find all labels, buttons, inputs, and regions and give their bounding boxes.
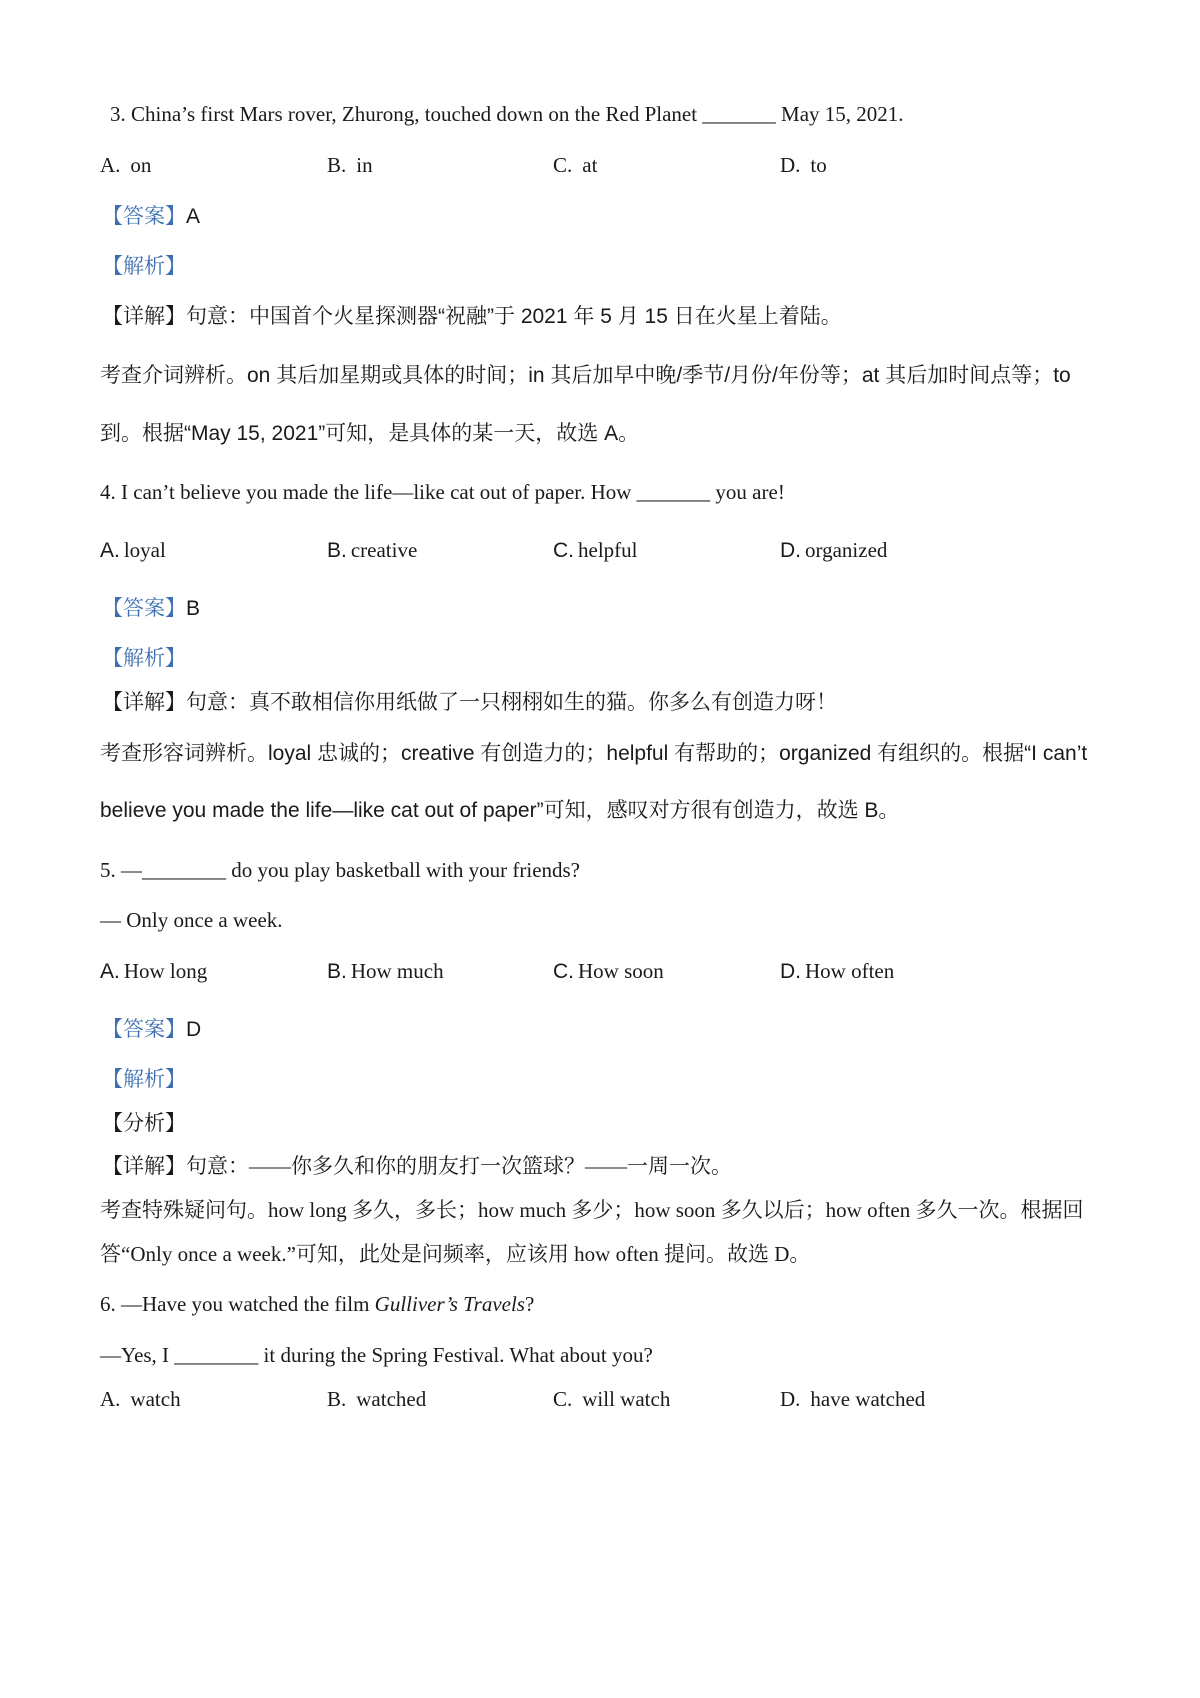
q3-analysis-tag: 【解析】 xyxy=(102,254,186,278)
option-key: B. xyxy=(327,153,347,177)
q6-option-b xyxy=(327,1385,426,1413)
option-text: have watched xyxy=(810,1387,926,1411)
option-key: C. xyxy=(553,960,574,983)
option-key: B. xyxy=(327,1387,347,1411)
film-title: Gulliver’s Travels xyxy=(374,1292,525,1316)
q5-detail: 【详解】句意：——你多久和你的朋友打一次篮球？——一周一次。 xyxy=(102,1154,732,1178)
q5-explanation-line-2: 答“Only once a week.”可知，此处是问频率，应该用 how often 提问。故选 D。 xyxy=(100,1242,811,1266)
question-4-stem: 4. I can’t believe you made the life—like cat out of paper. How _______ you are! xyxy=(100,480,785,504)
q5-option-b xyxy=(327,957,444,986)
option-text: loyal xyxy=(123,538,166,562)
option-key: D. xyxy=(780,153,801,177)
option-text: organized xyxy=(805,538,888,562)
answer-tag: 【答案】 xyxy=(102,1017,186,1041)
q4-answer-line xyxy=(102,594,200,623)
q4-explanation-line-2: believe you made the life—like cat out of paper”可知，感叹对方很有创造力，故选 B。 xyxy=(100,799,900,822)
q3-option-b xyxy=(327,151,373,179)
answer-tag: 【答案】 xyxy=(102,204,186,228)
option-key: C. xyxy=(553,153,573,177)
option-text: to xyxy=(810,153,827,177)
q5-reply: — Only once a week. xyxy=(100,908,283,932)
q5-option-a xyxy=(100,957,207,986)
q4-option-c xyxy=(553,536,637,565)
q4-option-d xyxy=(780,536,887,565)
option-text: How soon xyxy=(578,959,664,983)
question-5-stem: 5. —________ do you play basketball with your friends? xyxy=(100,858,581,882)
answer-value: B xyxy=(186,597,201,620)
q3-answer-line xyxy=(102,202,200,231)
q4-option-a xyxy=(100,536,166,565)
option-text: watch xyxy=(130,1387,181,1411)
option-key: A. xyxy=(100,1387,121,1411)
option-key: A. xyxy=(100,539,120,562)
option-text: How long xyxy=(123,959,208,983)
q6-option-a xyxy=(100,1385,181,1413)
option-text: in xyxy=(356,153,373,177)
stem-prefix: 6. —Have you watched the film xyxy=(100,1292,375,1316)
q3-option-c xyxy=(553,151,597,179)
q3-explanation-line-2: 到。根据“May 15, 2021”可知，是具体的某一天，故选 A。 xyxy=(100,422,640,445)
q6-option-c xyxy=(553,1385,670,1413)
option-key: D. xyxy=(780,960,801,983)
option-key: C. xyxy=(553,539,574,562)
option-text: How often xyxy=(805,959,895,983)
q5-explanation-line-1: 考查特殊疑问句。how long 多久，多长；how much 多少；how soon 多久以后；how often 多久一次。根据回 xyxy=(100,1198,1084,1222)
answer-value: D xyxy=(186,1018,202,1041)
q4-detail: 【详解】句意：真不敢相信你用纸做了一只栩栩如生的猫。你多么有创造力呀！ xyxy=(102,690,837,714)
q5-analysis-tag: 【解析】 xyxy=(102,1067,186,1091)
q4-option-b xyxy=(327,536,417,565)
option-text: helpful xyxy=(578,538,638,562)
option-key: A. xyxy=(100,960,120,983)
q3-detail: 【详解】句意：中国首个火星探测器“祝融”于 2021 年 5 月 15 日在火星上着陆。 xyxy=(102,305,842,328)
option-text: watched xyxy=(356,1387,427,1411)
option-text: creative xyxy=(350,538,418,562)
answer-value: A xyxy=(186,205,201,228)
option-key: C. xyxy=(553,1387,573,1411)
option-text: will watch xyxy=(582,1387,671,1411)
q3-option-d xyxy=(780,151,827,179)
q5-option-c xyxy=(553,957,664,986)
option-key: B. xyxy=(327,539,347,562)
option-key: D. xyxy=(780,539,801,562)
option-text: at xyxy=(582,153,598,177)
q3-explanation-line-1: 考查介词辨析。on 其后加星期或具体的时间；in 其后加早中晚/季节/月份/年份等；at 其后加时间点等；to xyxy=(100,364,1071,387)
q6-reply: —Yes, I ________ it during the Spring Festival. What about you? xyxy=(100,1343,653,1367)
question-6-stem xyxy=(100,1290,534,1318)
option-text: on xyxy=(130,153,152,177)
answer-tag: 【答案】 xyxy=(102,596,186,620)
q3-option-a xyxy=(100,151,151,179)
option-key: D. xyxy=(780,1387,801,1411)
q4-explanation-line-1: 考查形容词辨析。loyal 忠诚的；creative 有创造力的；helpful 有帮助的；organized 有组织的。根据“I can’t xyxy=(100,742,1088,765)
question-3-stem: 3. China’s first Mars rover, Zhurong, touched down on the Red Planet _______ May 15, 2021. xyxy=(110,102,904,126)
option-key: A. xyxy=(100,153,121,177)
q6-option-d xyxy=(780,1385,925,1413)
option-key: B. xyxy=(327,960,347,983)
q5-fenxi-tag: 【分析】 xyxy=(102,1111,186,1135)
q5-answer-line xyxy=(102,1015,201,1044)
stem-suffix: ? xyxy=(524,1292,535,1316)
option-text: How much xyxy=(350,959,444,983)
q5-option-d xyxy=(780,957,894,986)
q4-analysis-tag: 【解析】 xyxy=(102,646,186,670)
